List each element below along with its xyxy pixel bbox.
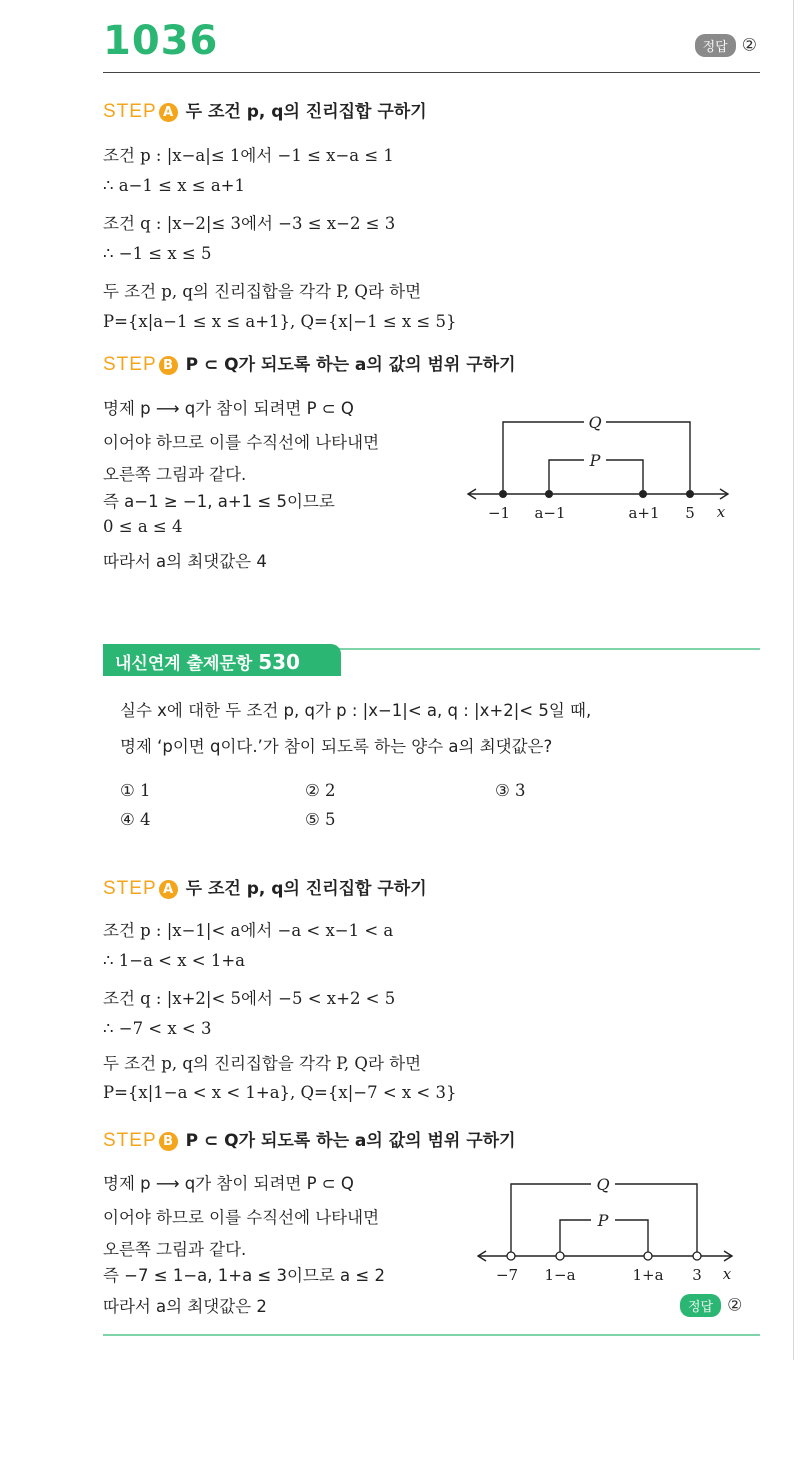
choice-5: ⑤ 5 (305, 810, 336, 829)
tick-label: −1 (487, 504, 511, 522)
part1-line: 두 조건 p, q의 진리집합을 각각 P, Q라 하면 (103, 282, 422, 301)
tick-label: 5 (685, 504, 695, 522)
step-letter-b: B (159, 356, 178, 375)
tick-label: a+1 (628, 504, 660, 522)
point-dot (639, 490, 647, 498)
step-word: STEP (103, 878, 157, 899)
question-line: 명제 ‘p이면 q이다.’가 참이 되도록 하는 양수 a의 최댓값은? (120, 737, 553, 756)
tick-label: 1−a (544, 1266, 576, 1284)
step-word: STEP (103, 1130, 157, 1151)
part2-step-a-heading (103, 874, 427, 900)
part1-b-line: 따라서 a의 최댓값은 4 (103, 552, 267, 571)
part2-b-line: 명제 p ⟶ q가 참이 되려면 P ⊂ Q (103, 1174, 354, 1193)
part2-line: 조건 q : |x+2|< 5에서 −5 < x+2 < 5 (103, 989, 396, 1008)
part2-line: ∴ 1−a < x < 1+a (103, 951, 245, 970)
part2-b-line: 이어야 하므로 이를 수직선에 나타내면 (103, 1208, 380, 1227)
step-word: STEP (103, 101, 157, 122)
part2-step-b-heading (103, 1126, 516, 1152)
related-problem-tag (103, 644, 353, 676)
part2-line: 두 조건 p, q의 진리집합을 각각 P, Q라 하면 (103, 1054, 422, 1073)
part1-b-line: 오른쪽 그림과 같다. (103, 465, 247, 484)
part2-line: P={x|1−a < x < 1+a}, Q={x|−7 < x < 3} (103, 1083, 457, 1102)
answer-value: ② (727, 1295, 743, 1316)
step-title: 두 조건 p, q의 진리집합 구하기 (185, 879, 427, 899)
part2-b-line: 따라서 a의 최댓값은 2 (103, 1297, 267, 1316)
tick-label: a−1 (534, 504, 566, 522)
part2-line: 조건 p : |x−1|< a에서 −a < x−1 < a (103, 921, 394, 940)
open-point (693, 1252, 701, 1260)
choice-4: ④ 4 (120, 810, 151, 829)
tick-label: 3 (692, 1266, 702, 1284)
step-letter-a: A (159, 880, 178, 899)
tag-label: 내신연계 출제문항 (115, 654, 253, 674)
part1-step-a-heading (103, 97, 427, 123)
tag-text (115, 649, 300, 674)
page-edge-rule (793, 0, 794, 1360)
tick-label: 1+a (632, 1266, 664, 1284)
inner-label: P (589, 451, 601, 470)
step-title: P ⊂ Q가 되도록 하는 a의 값의 범위 구하기 (185, 1131, 516, 1151)
part1-b-line: 즉 a−1 ≥ −1, a+1 ≤ 5이므로 (103, 492, 335, 511)
step-title: 두 조건 p, q의 진리집합 구하기 (185, 102, 427, 122)
open-point (644, 1252, 652, 1260)
choice-2: ② 2 (305, 781, 336, 800)
tag-number: 530 (258, 650, 300, 674)
step-letter-a: A (159, 103, 178, 122)
point-dot (499, 490, 507, 498)
problem-number: 1036 (103, 18, 219, 64)
number-line-figure-1 (460, 400, 740, 530)
bottom-green-rule (103, 1334, 760, 1336)
part1-b-line: 0 ≤ a ≤ 4 (103, 517, 183, 536)
answer-badge: 정답 (695, 34, 736, 57)
answer-indicator (695, 34, 757, 57)
choice-1: ① 1 (120, 781, 151, 800)
answer-badge: 정답 (680, 1294, 721, 1317)
related-rule-top (330, 648, 760, 650)
part1-b-line: 명제 p ⟶ q가 참이 되려면 P ⊂ Q (103, 399, 354, 418)
question-line: 실수 x에 대한 두 조건 p, q가 p : |x−1|< a, q : |x+2|< 5일 때, (120, 701, 592, 720)
answer-value: ② (741, 35, 757, 56)
step-title: P ⊂ Q가 되도록 하는 a의 값의 범위 구하기 (185, 355, 516, 375)
part1-line: P={x|a−1 ≤ x ≤ a+1}, Q={x|−1 ≤ x ≤ 5} (103, 312, 457, 331)
point-dot (686, 490, 694, 498)
step-letter-b: B (159, 1132, 178, 1151)
axis-label: x (716, 503, 726, 521)
part2-line: ∴ −7 < x < 3 (103, 1019, 212, 1038)
header-divider (103, 72, 760, 73)
number-line-figure-2 (470, 1168, 740, 1286)
part1-line: 조건 q : |x−2|≤ 3에서 −3 ≤ x−2 ≤ 3 (103, 214, 396, 233)
inner-label: P (597, 1211, 609, 1230)
open-point (556, 1252, 564, 1260)
axis-label: x (722, 1265, 732, 1283)
point-dot (545, 490, 553, 498)
part1-line: ∴ a−1 ≤ x ≤ a+1 (103, 176, 245, 195)
part1-b-line: 이어야 하므로 이를 수직선에 나타내면 (103, 433, 380, 452)
outer-label: Q (588, 413, 602, 432)
outer-label: Q (596, 1175, 610, 1194)
step-word: STEP (103, 354, 157, 375)
answer-indicator-bottom (680, 1294, 742, 1317)
open-point (507, 1252, 515, 1260)
part1-line: ∴ −1 ≤ x ≤ 5 (103, 244, 212, 263)
tick-label: −7 (495, 1266, 519, 1284)
part1-line: 조건 p : |x−a|≤ 1에서 −1 ≤ x−a ≤ 1 (103, 146, 394, 165)
choice-3: ③ 3 (495, 781, 526, 800)
part2-b-line: 즉 −7 ≤ 1−a, 1+a ≤ 3이므로 a ≤ 2 (103, 1266, 385, 1285)
part2-b-line: 오른쪽 그림과 같다. (103, 1240, 247, 1259)
part1-step-b-heading (103, 350, 516, 376)
